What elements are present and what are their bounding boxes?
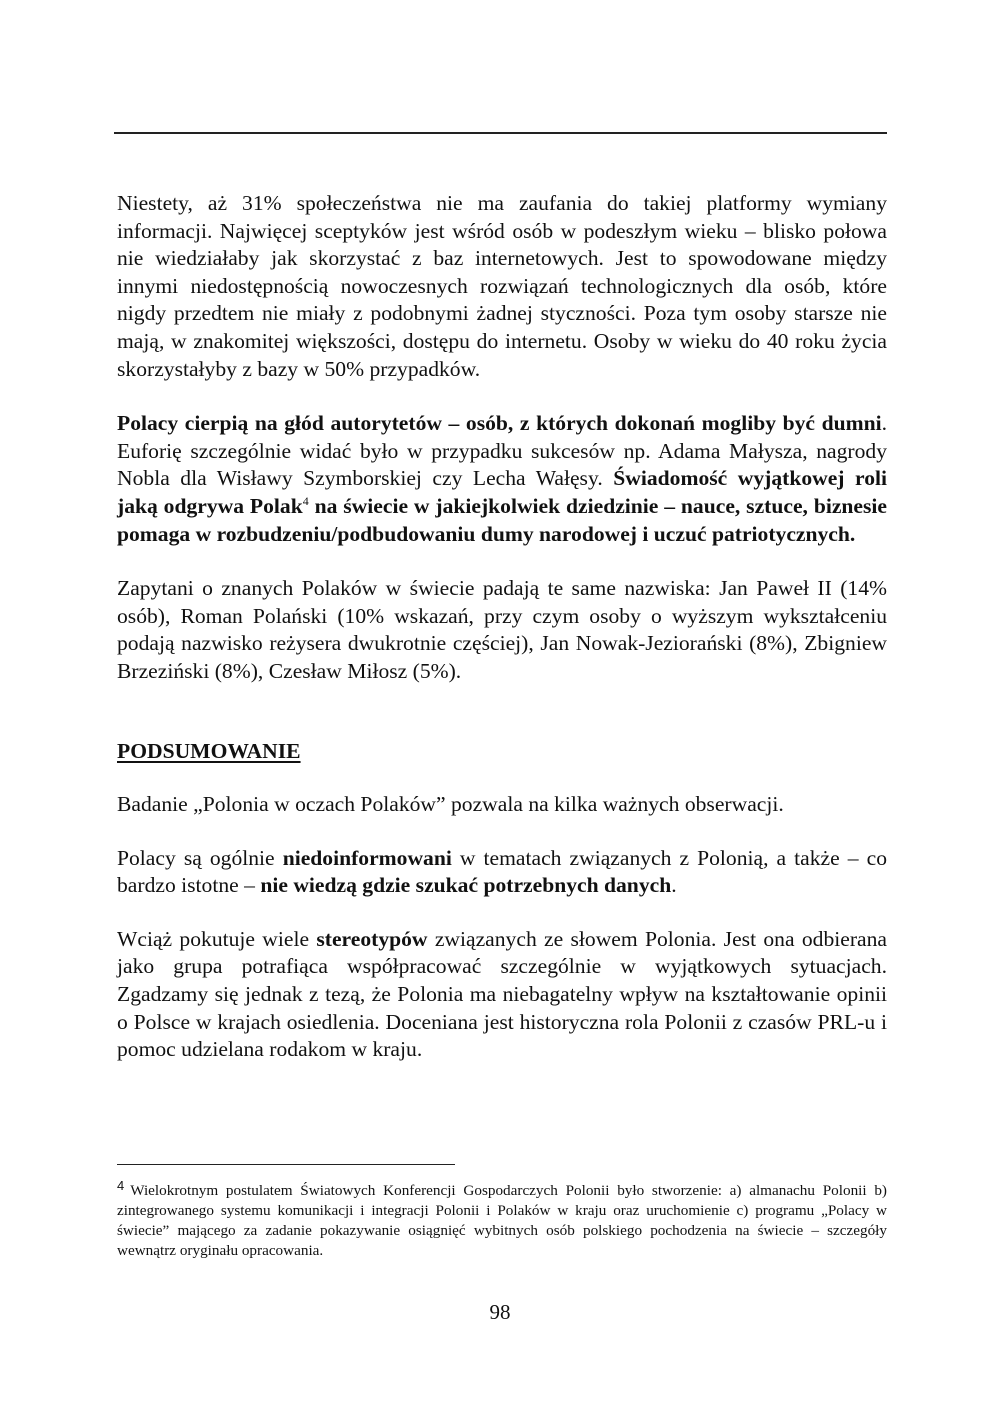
paragraph-famous-poles: Zapytani o znanych Polaków w świecie padają te same nazwiska: Jan Paweł II (14% osób), Roman Polański (10% wskazań, przy czym osoby o wyższym wykształceniu podają nazwisko reżysera dwukrotnie częściej), Jan Nowak-Jeziorański (8%), Zbigniew Brzeziński (8%), Czesław Miłosz (5%). [117, 576, 887, 683]
footnote [117, 1176, 887, 1261]
page-number: 98 [489, 1300, 511, 1324]
paragraph-text: Polacy są ogólnie [117, 845, 283, 870]
paragraph-authorities [117, 410, 887, 548]
paragraph-uninformed [117, 845, 887, 900]
paragraph-trust: Niestety, aż 31% społeczeństwa nie ma zaufania do takiej platformy wymiany informacji. Najwięcej sceptyków jest wśród osób w podeszłym wieku – blisko połowa nie wiedziałaby jak skorzystać z baz internetowych. Jest to spowodowane między innymi niedostępnością nowoczesnych rozwiązań technologicznych dla osób, które nigdy przedtem nie miały z podobnymi żadnej styczności. Poza tym osoby starsze nie mają, w znakomitej większości, dostępu do internetu. Osoby w wieku do 40 roku życia skorzystałyby z bazy w 50% przypadków. [117, 191, 887, 381]
bold-dont-know: nie wiedzą gdzie szukać potrzebnych danych [260, 873, 672, 898]
footnote-mark: 4 [117, 1178, 125, 1193]
section-heading: PODSUMOWANIE [117, 738, 301, 763]
paragraph-text: . Euforię szczególnie widać było w przypadku sukcesów np. Adama Małysza, nagrody Nobla dla Wisławy Szymborskiej czy Lecha Wałęsy. [117, 411, 887, 491]
paragraph-study: Badanie „Polonia w oczach Polaków” pozwala na kilka ważnych obserwacji. [117, 792, 784, 817]
footnote-reference[interactable]: 4 [302, 493, 309, 508]
header-rule [114, 132, 887, 134]
paragraph-text: . [671, 873, 677, 898]
page-body [117, 190, 887, 1064]
bold-awareness: Świadomość wyjątkowej roli jaką odgrywa Polak [117, 466, 887, 518]
paragraph-text: Wciąż pokutuje wiele [117, 926, 317, 951]
bold-lead: Polacy cierpią na głód autorytetów – osób, z których dokonań mogliby być dumni [117, 411, 882, 436]
bold-awareness-cont: na świecie w jakiejkolwiek dziedzinie – nauce, sztuce, biznesie pomaga w rozbudzeniu/podbudowaniu dumy narodowej i uczuć patriotycznych. [117, 493, 887, 546]
paragraph-text: w tematach związanych z Polonią, a także – co bardzo istotne – [117, 845, 888, 898]
paragraph-stereotypes [117, 926, 887, 1064]
footnote-separator [117, 1164, 455, 1165]
footnote-text: Wielokrotnym postulatem Światowych Konferencji Gospodarczych Polonii było stworzenie: a) almanachu Polonii b) zintegrowanego systemu komunikacji i integracji Polonii i Polaków w kraju oraz uruchomienie c) programu „Polacy w świecie” mającego za zadanie pokazywanie osiągnięć wybitnych osób polskiego pochodzenia na świecie – szczegóły wewnątrz oryginału opracowania. [117, 1182, 887, 1259]
paragraph-text: związanych ze słowem Polonia. Jest ona odbierana jako grupa potrafiąca współpracować szczególnie w wyjątkowych sytuacjach. Zgadzamy się jednak z tezą, że Polonia ma niebagatelny wpływ na kształtowanie opinii o Polsce w krajach osiedlenia. Doceniana jest historyczna rola Polonii z czasów PRL-u i pomoc udzielana rodakom w kraju. [117, 926, 887, 1062]
bold-uninformed: niedoinformowani [282, 845, 452, 870]
bold-stereotypes: stereotypów [316, 926, 428, 951]
